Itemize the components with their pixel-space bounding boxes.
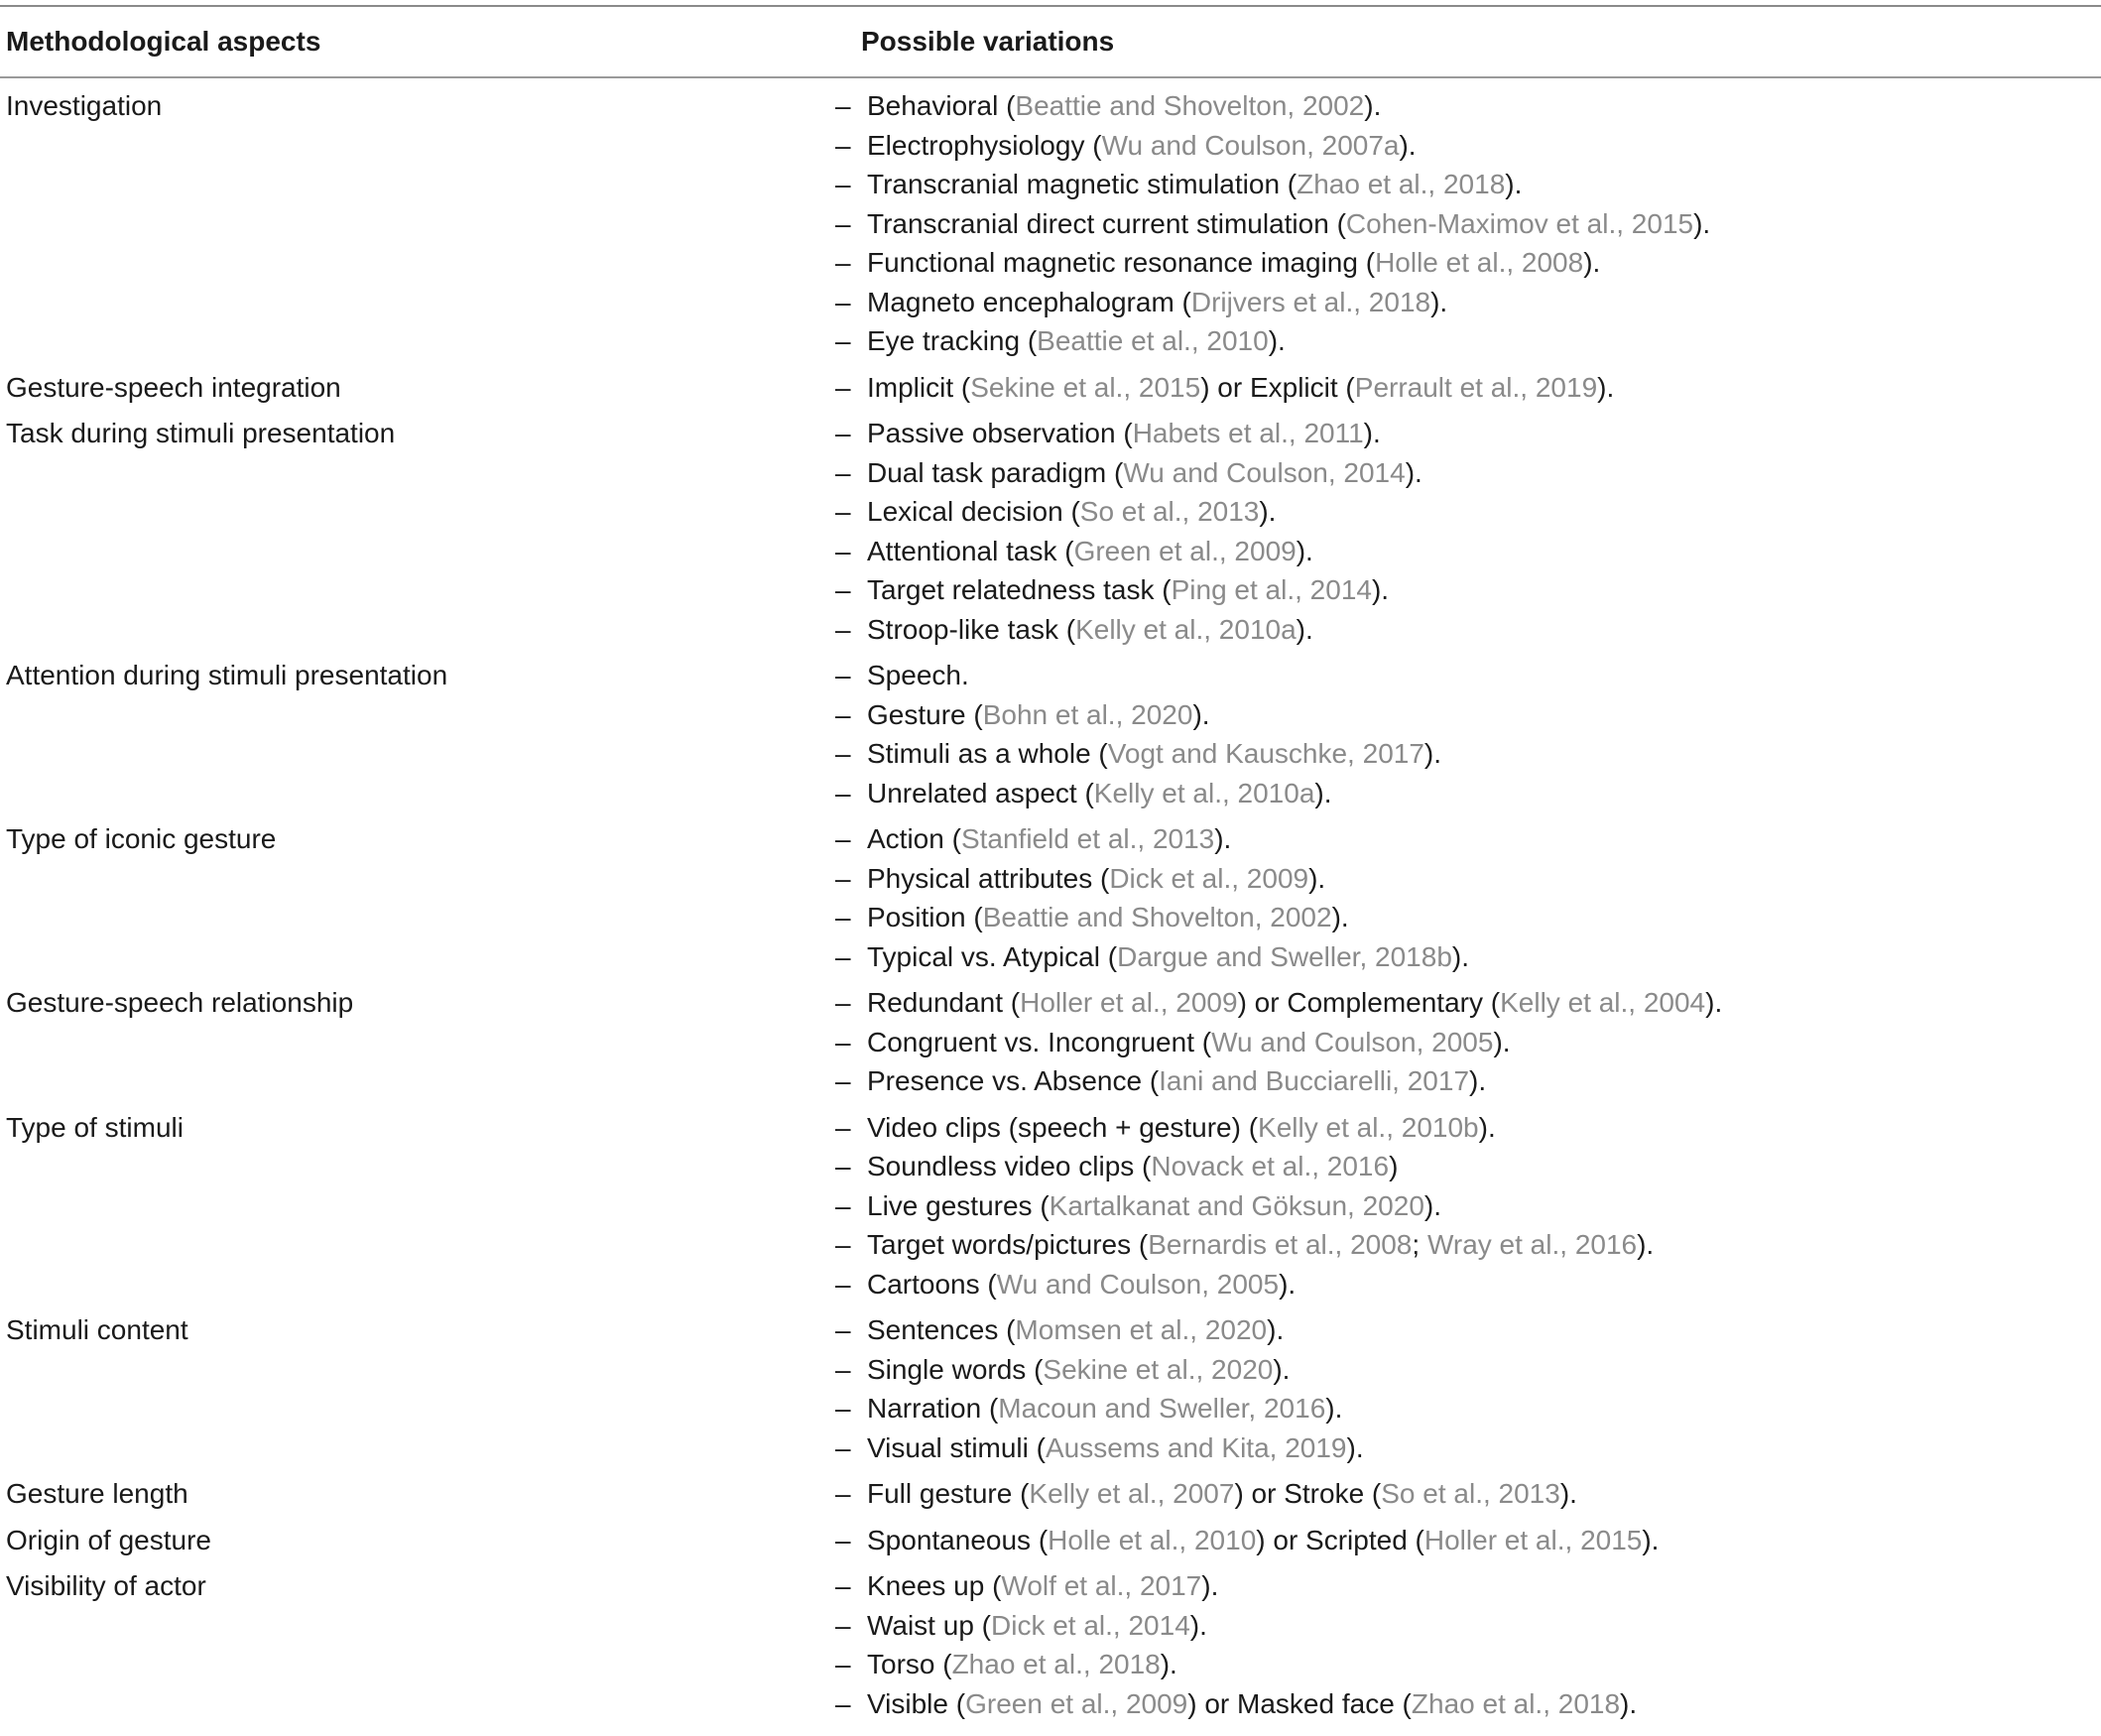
variation-item [835,165,2101,204]
variation-label: ). [1469,1065,1487,1096]
variation-label: Congruent vs. Incongruent ( [867,1026,1212,1057]
variation-item [835,1566,2101,1606]
table-row [0,1474,2101,1514]
variation-label: ). [1214,823,1232,854]
table-row [0,86,2101,361]
variation-label: Speech. [867,660,969,690]
variation-label: ). [1705,987,1723,1018]
variation-label: ). [1583,247,1601,278]
list-dash: – [835,1393,851,1424]
list-dash: – [835,987,851,1018]
citation-link[interactable]: So et al., 2013 [1381,1478,1560,1509]
list-dash: – [835,940,851,972]
variation-text [867,937,1469,977]
variation-item [835,1428,2101,1468]
variation-text [867,1428,1364,1468]
variation-text [867,1645,1177,1684]
list-dash: – [835,247,851,278]
citation-link[interactable]: So et al., 2013 [1079,496,1260,527]
variation-text [867,1389,1342,1428]
variation-item [835,610,2101,650]
variation-label: Typical vs. Atypical ( [867,940,1118,972]
table-row [0,1521,2101,1560]
variation-label: Implicit ( [867,371,971,403]
variation-label: Magneto encephalogram ( [867,286,1191,317]
list-dash: – [835,1189,851,1221]
citation-link[interactable]: Novack et al., 2016 [1151,1151,1390,1181]
citation-link[interactable]: Holler et al., 2009 [1020,987,1238,1018]
variation-item [835,1389,2101,1428]
list-dash: – [835,862,851,894]
citation-link[interactable]: Ping et al., 2014 [1171,574,1372,605]
citation-link[interactable]: Kelly et al., 2004 [1500,987,1706,1018]
variation-label: ). [1273,1353,1291,1385]
aspect-cell: Gesture-speech relationship [6,987,354,1018]
variation-label: Redundant ( [867,987,1021,1018]
list-dash: – [835,169,851,199]
list-dash: – [835,574,851,605]
variation-item [835,898,2101,937]
citation-link[interactable]: Dargue and Sweller, 2018b [1117,940,1452,972]
variation-item [835,1186,2101,1226]
variation-label: Action ( [867,823,961,854]
variation-label: Full gesture ( [867,1478,1030,1509]
table-body [0,86,2101,1723]
variation-text [867,819,1231,859]
list-dash: – [835,1151,851,1181]
citation-link[interactable]: Kelly et al., 2010a [1075,613,1297,645]
citation-link[interactable]: Macoun and Sweller, 2016 [998,1393,1326,1424]
citation-link[interactable]: Holler et al., 2015 [1423,1524,1643,1555]
variation-label: ). [1597,371,1615,403]
variation-item [835,492,2101,532]
list-dash: – [835,1065,851,1096]
variation-item [835,774,2101,813]
list-dash: – [835,1353,851,1385]
variation-label: Waist up ( [867,1609,991,1641]
table-row [0,656,2101,812]
citation-link[interactable]: Holle et al., 2008 [1375,247,1584,278]
variation-label: Live gestures ( [867,1189,1050,1221]
citation-link[interactable]: Momsen et al., 2020 [1015,1314,1268,1345]
citation-link[interactable]: Kelly et al., 2007 [1029,1478,1235,1509]
variation-text [867,243,1600,283]
variations-cell [835,414,2101,649]
variation-item [835,414,2101,453]
variations-cell [835,819,2101,976]
variation-label: Visible ( [867,1687,966,1719]
variation-text [867,1350,1290,1390]
variation-text [867,204,1710,244]
variation-text [867,283,1447,322]
citation-link[interactable]: Sekine et al., 2015 [970,371,1201,403]
header-rule [0,76,2101,78]
aspect-cell: Type of stimuli [6,1111,184,1143]
variation-item [835,1684,2101,1724]
variation-text [867,570,1389,610]
citation-link[interactable]: Wu and Coulson, 2005 [996,1268,1280,1300]
variation-label: ). [1192,698,1210,730]
variation-label: ) or Complementary ( [1237,987,1501,1018]
variation-label: ). [1493,1026,1511,1057]
aspect-cell: Gesture length [6,1478,188,1509]
list-dash: – [835,823,851,854]
variation-label: ). [1637,1229,1655,1260]
variation-label: ) [1389,1151,1399,1181]
citation-link[interactable]: Stanfield et al., 2013 [960,823,1215,854]
variation-label: ). [1331,902,1349,932]
variations-cell [835,1108,2101,1304]
variation-item [835,126,2101,166]
variation-item [835,368,2101,408]
list-dash: – [835,660,851,690]
variation-label: Lexical decision ( [867,496,1080,527]
variation-label: ) or Stroke ( [1234,1478,1382,1509]
aspect-cell: Task during stimuli presentation [6,418,396,448]
variation-label: ) or Masked face ( [1187,1687,1412,1719]
header-possible-variations: Possible variations [861,26,1115,57]
variation-text [867,1310,1284,1350]
list-dash: – [835,1478,851,1509]
variation-label: Behavioral ( [867,90,1016,121]
variation-label: Torso ( [867,1649,952,1679]
aspect-cell: Gesture-speech integration [6,371,341,403]
citation-link[interactable]: Beattie et al., 2010 [1037,325,1269,356]
list-dash: – [835,535,851,566]
variation-label: Eye tracking ( [867,325,1038,356]
variation-item [835,532,2101,571]
aspect-cell: Type of iconic gesture [6,823,277,854]
variation-label: ). [1259,496,1277,527]
variations-cell [835,1310,2101,1467]
list-dash: – [835,1111,851,1143]
citation-link[interactable]: Beattie and Shovelton, 2002 [1015,90,1365,121]
citation-link[interactable]: Zhao et al., 2018 [1411,1687,1621,1719]
variation-item [835,983,2101,1023]
list-dash: – [835,613,851,645]
list-dash: – [835,456,851,488]
aspect-cell: Visibility of actor [6,1570,206,1601]
variation-item [835,1061,2101,1101]
variation-label: ). [1559,1478,1577,1509]
variation-label: ). [1399,129,1417,161]
variation-label: ). [1189,1609,1207,1641]
variation-label: ). [1296,535,1313,566]
variation-label: ). [1642,1524,1660,1555]
variation-text [867,656,969,695]
variation-label: ). [1325,1393,1343,1424]
variation-item [835,1147,2101,1186]
variation-label: Physical attributes ( [867,862,1110,894]
variation-text [867,414,1381,453]
list-dash: – [835,325,851,356]
variation-label: Functional magnetic resonance imaging ( [867,247,1376,278]
variation-item [835,734,2101,774]
variation-text [867,165,1522,204]
variations-cell [835,656,2101,812]
citation-link[interactable]: Wolf et al., 2017 [1001,1570,1202,1601]
variation-text [867,695,1210,735]
citation-link[interactable]: Habets et al., 2011 [1132,418,1364,448]
header-methodological-aspects: Methodological aspects [6,26,321,57]
citation-link[interactable]: Dick et al., 2014 [991,1609,1190,1641]
variation-text [867,321,1286,361]
citation-link[interactable]: Dick et al., 2009 [1109,862,1309,894]
variation-label: ). [1267,1314,1285,1345]
variation-text [867,1566,1218,1606]
list-dash: – [835,698,851,730]
table-row [0,819,2101,976]
list-dash: – [835,1570,851,1601]
table-row [0,1566,2101,1723]
variation-label: Stroop-like task ( [867,613,1076,645]
list-dash: – [835,418,851,448]
variation-label: ). [1478,1111,1496,1143]
variation-item [835,1225,2101,1265]
citation-link[interactable]: Kartalkanat and Göksun, 2020 [1049,1189,1424,1221]
variation-item [835,819,2101,859]
variation-label: Dual task paradigm ( [867,456,1124,488]
variation-item [835,1265,2101,1304]
variation-label: Visual stimuli ( [867,1431,1046,1463]
list-dash: – [835,207,851,239]
variation-item [835,859,2101,899]
list-dash: – [835,371,851,403]
variation-text [867,859,1325,899]
variation-text [867,734,1441,774]
variation-item [835,321,2101,361]
citation-link[interactable]: Wray et al., 2016 [1426,1229,1638,1260]
variation-label: ) or Scripted ( [1256,1524,1424,1555]
variation-text [867,1225,1654,1265]
variation-item [835,1606,2101,1646]
variation-label: ). [1279,1268,1297,1300]
variation-label: Target words/pictures ( [867,1229,1149,1260]
aspect-cell: Attention during stimuli presentation [6,660,448,690]
citation-link[interactable]: Vogt and Kauschke, 2017 [1107,738,1424,769]
variation-text [867,1606,1207,1646]
list-dash: – [835,496,851,527]
citation-link[interactable]: Wu and Coulson, 2007a [1101,129,1400,161]
table-row [0,1108,2101,1304]
list-dash: – [835,1687,851,1719]
methodology-table [0,5,2101,1730]
variation-label: Video clips (speech + gesture) ( [867,1111,1259,1143]
citation-link[interactable]: Sekine et al., 2020 [1043,1353,1274,1385]
variations-cell [835,983,2101,1101]
citation-link[interactable]: Wu and Coulson, 2005 [1211,1026,1494,1057]
variation-item [835,453,2101,493]
list-dash: – [835,1026,851,1057]
list-dash: – [835,1609,851,1641]
variation-label: ). [1423,1189,1442,1221]
variation-label: Sentences ( [867,1314,1016,1345]
variation-label: ). [1201,1570,1219,1601]
variation-item [835,204,2101,244]
variation-text [867,610,1313,650]
citation-link[interactable]: Kelly et al., 2010a [1093,777,1315,808]
variation-text [867,1521,1659,1560]
variation-text [867,453,1422,493]
list-dash: – [835,902,851,932]
variation-label: ; [1412,1229,1427,1260]
variation-item [835,1310,2101,1350]
variation-label: ). [1451,940,1469,972]
variation-text [867,86,1381,126]
variation-label: Knees up ( [867,1570,1002,1601]
variation-label: Attentional task ( [867,535,1074,566]
variation-label: ). [1693,207,1711,239]
variation-label: Gesture ( [867,698,983,730]
citation-link[interactable]: Iani and Bucciarelli, 2017 [1159,1065,1470,1096]
variation-text [867,898,1349,937]
list-dash: – [835,1314,851,1345]
citation-link[interactable]: Perrault et al., 2019 [1354,371,1598,403]
variation-item [835,1023,2101,1062]
list-dash: – [835,738,851,769]
variation-text [867,1147,1398,1186]
citation-link[interactable]: Holle et al., 2010 [1048,1524,1257,1555]
variation-label: ). [1405,456,1422,488]
aspect-cell: Stimuli content [6,1314,188,1345]
citation-link[interactable]: Drijvers et al., 2018 [1190,286,1431,317]
variation-label: Presence vs. Absence ( [867,1065,1160,1096]
variation-item [835,1108,2101,1148]
table-row [0,1310,2101,1467]
variation-text [867,774,1332,813]
variation-label: ). [1430,286,1448,317]
variation-label: Unrelated aspect ( [867,777,1094,808]
variation-label: ). [1423,738,1442,769]
variation-text [867,1474,1577,1514]
table-header-row [0,7,2101,76]
variations-cell [835,1521,2101,1560]
variation-text [867,1265,1296,1304]
variation-label: ). [1314,777,1332,808]
variation-label: ). [1308,862,1326,894]
variations-cell [835,1566,2101,1723]
citation-link[interactable]: Green et al., 2009 [1073,535,1297,566]
variation-label: Electrophysiology ( [867,129,1102,161]
variations-cell [835,368,2101,408]
citation-link[interactable]: Cohen-Maximov et al., 2015 [1345,207,1694,239]
variation-text [867,1061,1486,1101]
variation-item [835,695,2101,735]
variation-label: Narration ( [867,1393,999,1424]
variation-label: Stimuli as a whole ( [867,738,1108,769]
variation-label: Cartoons ( [867,1268,997,1300]
variation-text [867,1023,1511,1062]
variation-label: Spontaneous ( [867,1524,1049,1555]
variation-label: Passive observation ( [867,418,1133,448]
variation-label: Target relatedness task ( [867,574,1172,605]
variation-item [835,656,2101,695]
citation-link[interactable]: Kelly et al., 2010b [1258,1111,1479,1143]
variation-item [835,1645,2101,1684]
variation-text [867,532,1313,571]
variation-label: Transcranial magnetic stimulation ( [867,169,1298,199]
list-dash: – [835,1649,851,1679]
citation-link[interactable]: Beattie and Shovelton, 2002 [982,902,1332,932]
variation-item [835,570,2101,610]
aspect-cell: Origin of gesture [6,1524,211,1555]
variation-label: Single words ( [867,1353,1044,1385]
variation-text [867,983,1722,1023]
variation-item [835,283,2101,322]
list-dash: – [835,1524,851,1555]
variation-label: Position ( [867,902,983,932]
table-row [0,368,2101,408]
variation-item [835,86,2101,126]
list-dash: – [835,777,851,808]
variation-label: ). [1364,90,1382,121]
list-dash: – [835,1229,851,1260]
aspect-cell: Investigation [6,90,163,121]
variation-label: ). [1505,169,1523,199]
table-row [0,414,2101,649]
variation-label: ). [1346,1431,1364,1463]
variation-text [867,492,1276,532]
variation-item [835,1521,2101,1560]
variation-label: ). [1296,613,1313,645]
variation-item [835,1474,2101,1514]
variation-label: ). [1268,325,1286,356]
citation-link[interactable]: Bohn et al., 2020 [982,698,1193,730]
citation-link[interactable]: Bernardis et al., 2008 [1148,1229,1413,1260]
citation-link[interactable]: Green et al., 2009 [965,1687,1188,1719]
citation-link[interactable]: Wu and Coulson, 2014 [1123,456,1406,488]
citation-link[interactable]: Zhao et al., 2018 [1297,169,1506,199]
list-dash: – [835,90,851,121]
variation-label: Transcranial direct current stimulation ( [867,207,1346,239]
variation-label: ). [1363,418,1381,448]
variation-label: ). [1620,1687,1638,1719]
variation-text [867,1684,1637,1724]
variation-label: ). [1371,574,1390,605]
variation-label: Soundless video clips ( [867,1151,1152,1181]
variations-cell [835,1474,2101,1514]
variation-label: ). [1160,1649,1177,1679]
citation-link[interactable]: Aussems and Kita, 2019 [1045,1431,1347,1463]
variation-item [835,243,2101,283]
list-dash: – [835,286,851,317]
variation-text [867,126,1417,166]
variations-cell [835,86,2101,361]
list-dash: – [835,1431,851,1463]
variation-label: ) or Explicit ( [1200,371,1355,403]
variation-item [835,937,2101,977]
variation-text [867,1186,1441,1226]
list-dash: – [835,1268,851,1300]
variation-item [835,1350,2101,1390]
variation-text [867,1108,1496,1148]
list-dash: – [835,129,851,161]
table-row [0,983,2101,1101]
citation-link[interactable]: Zhao et al., 2018 [951,1649,1161,1679]
variation-text [867,368,1614,408]
